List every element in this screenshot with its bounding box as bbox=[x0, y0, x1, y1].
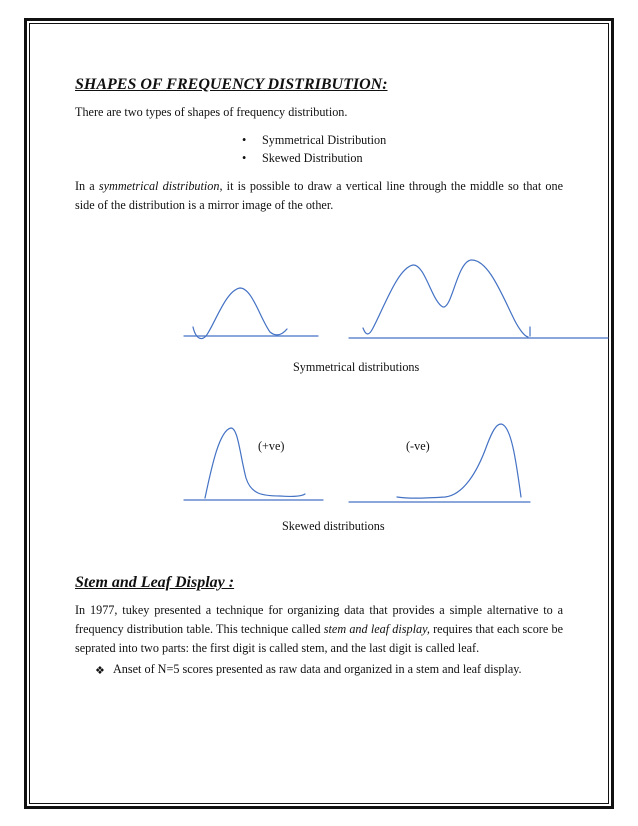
stem-leaf-term: stem and leaf display, bbox=[323, 622, 430, 636]
negative-skew-curve bbox=[397, 424, 521, 498]
bullet-dot-icon: • bbox=[242, 133, 247, 147]
diamond-bullet-icon: ❖ bbox=[95, 665, 105, 677]
negative-skew-label: (-ve) bbox=[406, 439, 430, 453]
symmetrical-paragraph: In a symmetrical distribution, it is possible to draw a vertical line through the middle so that one side of the distribution is a mirror image of the other. bbox=[75, 179, 563, 212]
positive-skew-label: (+ve) bbox=[258, 439, 285, 453]
positive-skew-curve bbox=[205, 428, 305, 498]
skewed-caption: Skewed distributions bbox=[282, 519, 385, 533]
stem-leaf-paragraph: In 1977, tukey presented a technique for organizing data that provides a simple alternative to a frequency distribution table. This technique called stem and leaf display, requires that each score be seprated into two parts: the first digit is called stem, and the last digit is called leaf. bbox=[75, 603, 563, 655]
symmetric-bell-curve bbox=[193, 288, 287, 339]
shapes-heading: SHAPES OF FREQUENCY DISTRIBUTION: bbox=[75, 76, 388, 93]
intro-text: There are two types of shapes of frequency distribution. bbox=[75, 105, 348, 119]
stem-leaf-bullet: Anset of N=5 scores presented as raw data and organized in a stem and leaf display. bbox=[113, 662, 522, 676]
stem-leaf-heading: Stem and Leaf Display : bbox=[75, 574, 235, 591]
bullet-dot-icon: • bbox=[242, 151, 247, 165]
symmetric-bimodal-curve bbox=[363, 260, 530, 337]
symmetrical-caption: Symmetrical distributions bbox=[293, 360, 420, 374]
symmetrical-term: symmetrical distribution, bbox=[98, 179, 223, 193]
